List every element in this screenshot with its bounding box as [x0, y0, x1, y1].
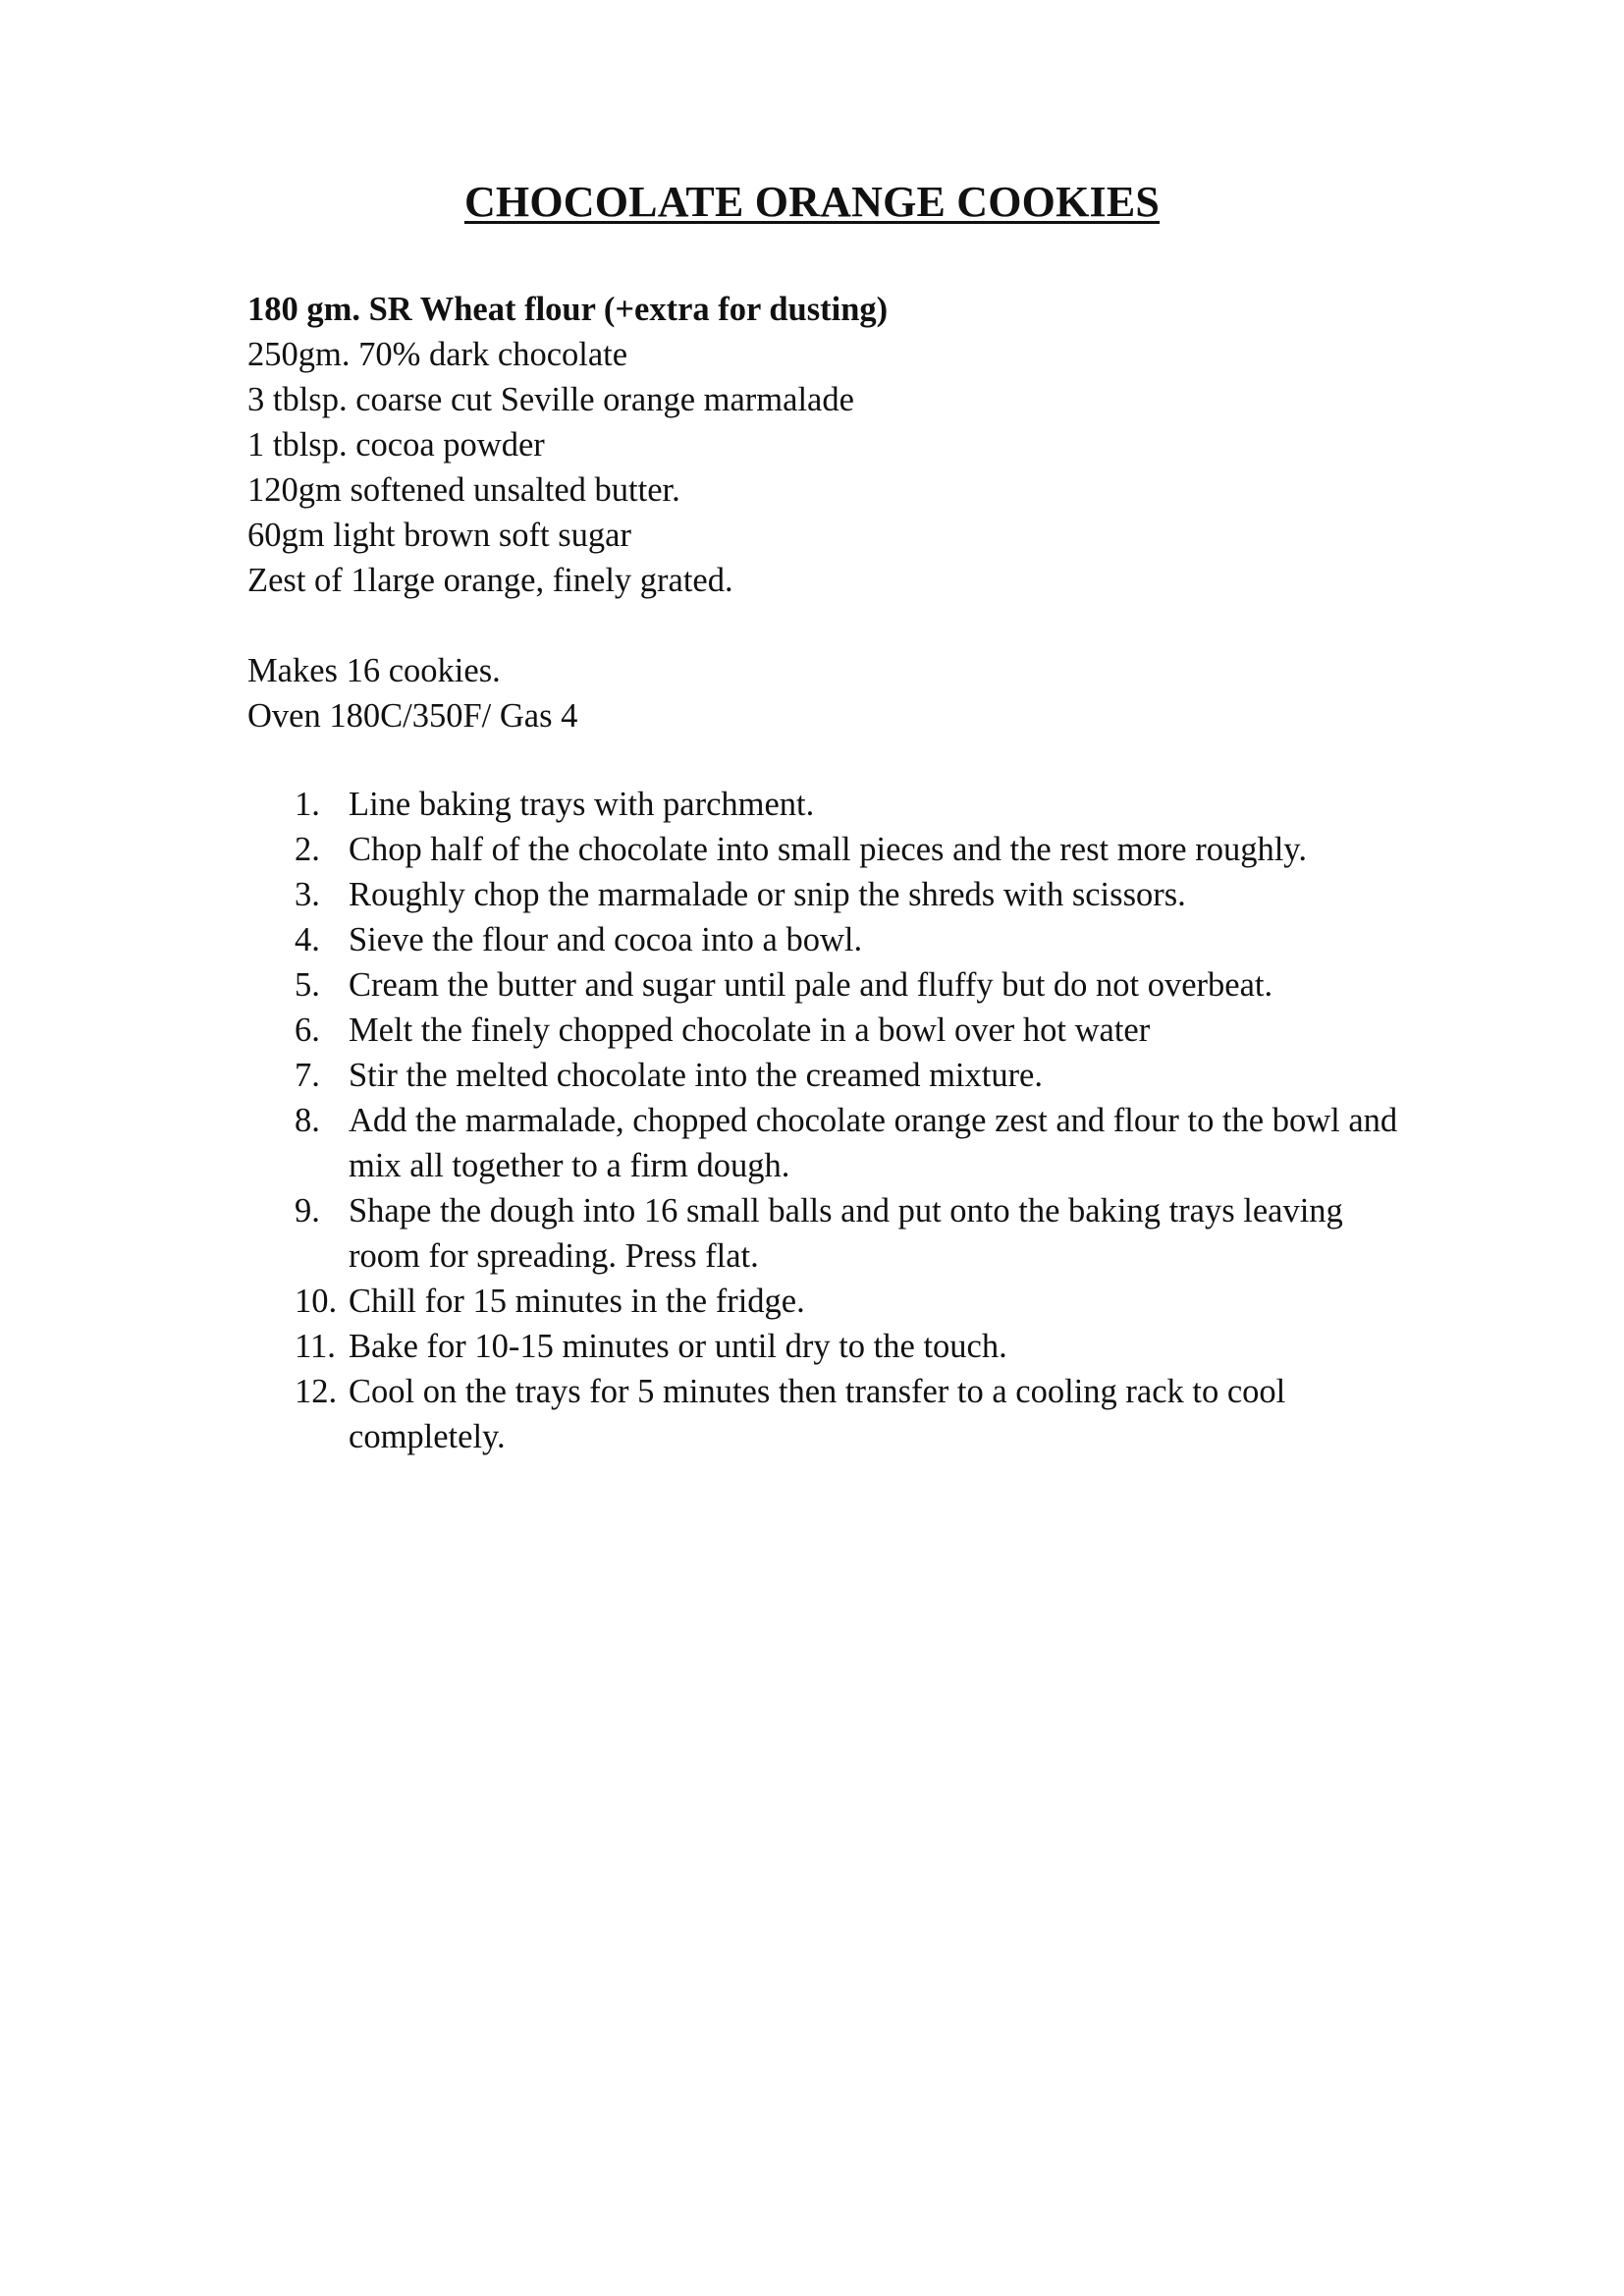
oven-text: Oven 180C/350F/ Gas 4: [247, 697, 578, 735]
method-step: [295, 1008, 1414, 1053]
method-step: [295, 872, 1414, 917]
step-text: Line baking trays with parchment.: [349, 786, 815, 823]
ingredient-line: 180 gm. SR Wheat flour (+extra for dusting): [247, 291, 889, 328]
step-number: 5.: [295, 966, 320, 1004]
ingredient-line: 1 tblsp. cocoa powder: [247, 426, 545, 464]
method-step: [295, 1324, 1414, 1369]
step-number: 4.: [295, 921, 320, 958]
step-number: 10.: [295, 1283, 338, 1320]
method-step: [295, 1098, 1414, 1188]
step-text: Sieve the flour and cocoa into a bowl.: [349, 921, 863, 958]
ingredient-list: [247, 287, 888, 603]
step-text: Stir the melted chocolate into the creamed mixture.: [349, 1057, 1043, 1094]
method-step: [295, 1369, 1414, 1459]
method-step: [295, 1053, 1414, 1098]
step-number: 3.: [295, 876, 320, 913]
step-number: 7.: [295, 1057, 320, 1094]
step-number: 9.: [295, 1192, 320, 1230]
ingredient-line: 3 tblsp. coarse cut Seville orange marmalade: [247, 381, 854, 418]
recipe-meta: [247, 648, 577, 738]
step-text: Melt the finely chopped chocolate in a bowl over hot water: [349, 1011, 1151, 1049]
step-number: 1.: [295, 786, 320, 823]
method-step: [295, 962, 1414, 1008]
yield-text: Makes 16 cookies.: [247, 652, 501, 689]
step-number: 8.: [295, 1102, 320, 1139]
method-step: [295, 917, 1414, 962]
recipe-title: CHOCOLATE ORANGE COOKIES: [463, 178, 1161, 226]
step-number: 6.: [295, 1011, 320, 1049]
step-text: Cream the butter and sugar until pale and fluffy but do not overbeat.: [349, 966, 1273, 1004]
method-steps: [295, 782, 1414, 1459]
step-number: 2.: [295, 831, 320, 868]
step-text: Roughly chop the marmalade or snip the shreds with scissors.: [349, 876, 1186, 913]
ingredient-line: 250gm. 70% dark chocolate: [247, 336, 628, 373]
step-text: Chop half of the chocolate into small pieces and the rest more roughly.: [349, 831, 1307, 868]
ingredient-line: 60gm light brown soft sugar: [247, 517, 631, 554]
method-step: [295, 827, 1414, 872]
step-number: 12.: [295, 1373, 338, 1410]
step-text: Add the marmalade, chopped chocolate orange zest and flour to the bowl and mix all together to a firm dough.: [349, 1102, 1398, 1184]
ingredient-line: Zest of 1large orange, finely grated.: [247, 562, 733, 599]
step-text: Shape the dough into 16 small balls and put onto the baking trays leaving room for spreading. Press flat.: [349, 1192, 1343, 1275]
step-text: Cool on the trays for 5 minutes then transfer to a cooling rack to cool completely.: [349, 1373, 1286, 1455]
step-text: Chill for 15 minutes in the fridge.: [349, 1283, 805, 1320]
step-number: 11.: [295, 1328, 336, 1365]
method-step: [295, 1188, 1414, 1279]
ingredient-line: 120gm softened unsalted butter.: [247, 471, 680, 509]
method-step: [295, 1279, 1414, 1324]
method-step: [295, 782, 1414, 827]
step-text: Bake for 10-15 minutes or until dry to the touch.: [349, 1328, 1007, 1365]
